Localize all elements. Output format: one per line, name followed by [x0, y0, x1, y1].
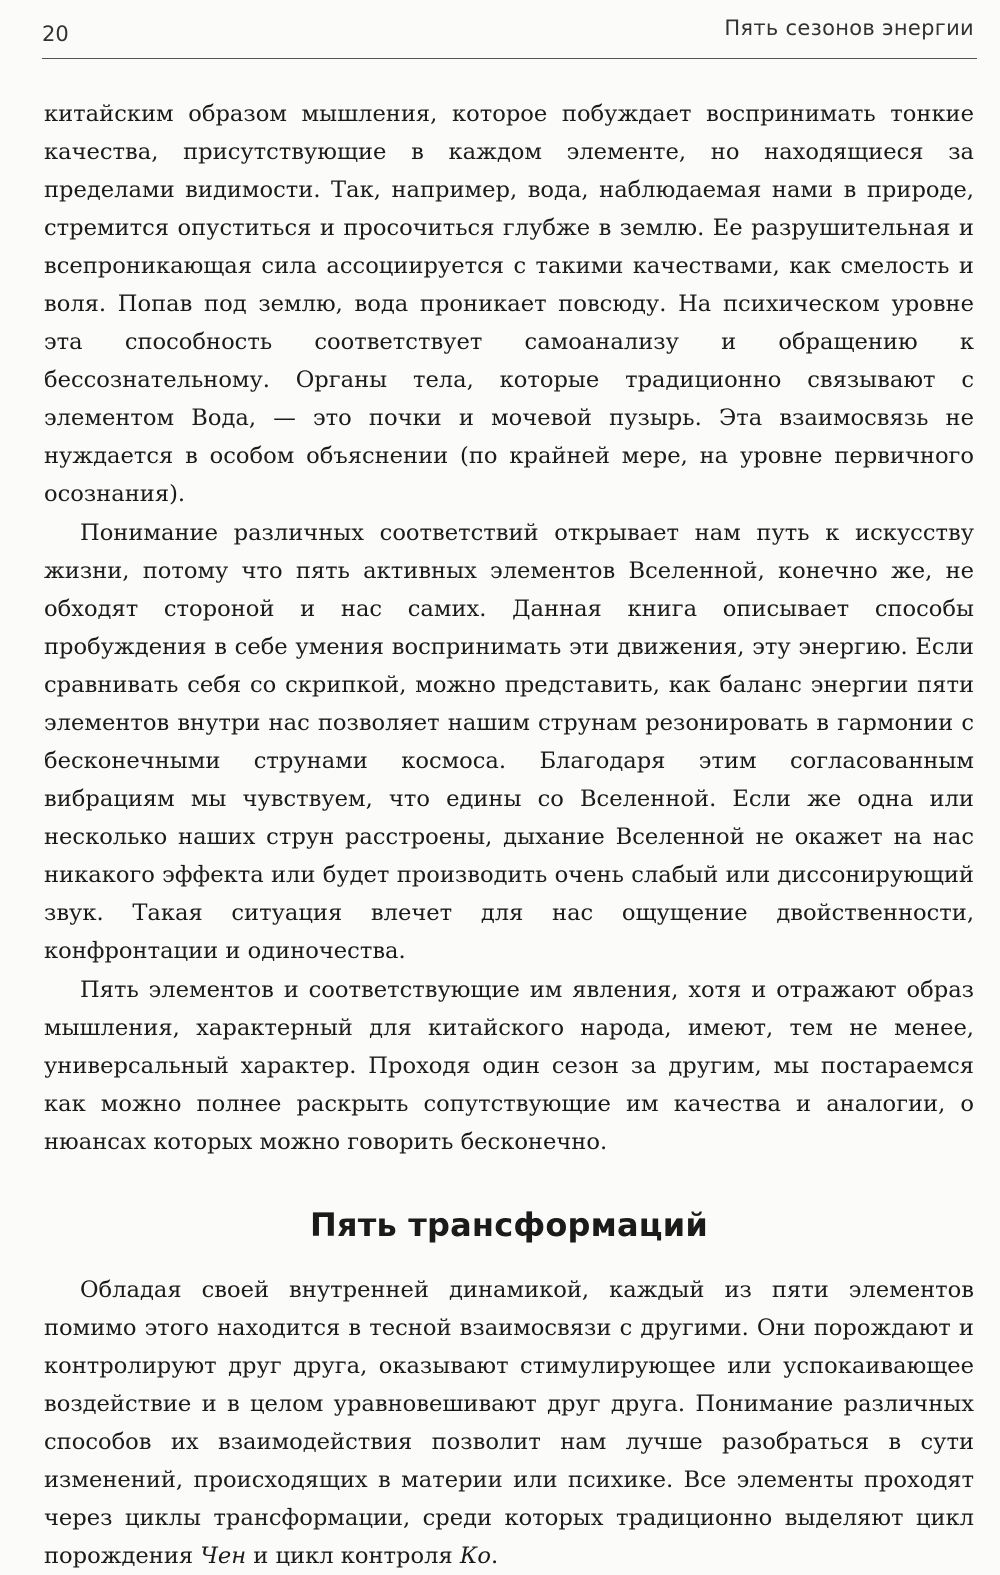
running-header [42, 14, 974, 54]
section-heading: Пять трансформаций [310, 1206, 708, 1244]
page-number: 20 [42, 22, 69, 46]
paragraph-1: китайским образом мышления, которое побуждает воспринимать тонкие качества, присутствующие в каждом элементе, но находящиеся за пределами видимости. Так, например, вода, наблюдаемая нами в природе, стремится опуститься и просочиться глубже в землю. Ее разрушительная и всепроникающая сила ассоциируется с такими качествами, как смелость и воля. Попав под землю, вода проникает повсюду. На психическом уровне эта способность соответствует самоанализу и обращению к бессознательному. Органы тела, которые традиционно связывают с элементом Вода, — это почки и мочевой пузырь. Эта взаимосвязь не нуждается в особом объяснении (по крайней мере, на уровне первичного осознания). [44, 101, 974, 507]
header-rule [42, 58, 977, 59]
paragraph-4-connector: и цикл контроля [246, 1543, 460, 1569]
term-chen: Чен [200, 1543, 247, 1569]
running-title: Пять сезонов энергии [724, 16, 974, 40]
paragraph-2: Понимание различных соответствий открывает нам путь к искусству жизни, потому что пять активных элементов Вселенной, конечно же, не обходят стороной и нас самих. Данная книга описывает способы пробуждения в себе умения воспринимать эти движения, эту энергию. Если сравнивать себя со скрипкой, можно представить, как баланс энергии пяти элементов внутри нас позволяет нашим струнам резонировать в гармонии с бесконечными струнами космоса. Благодаря этим согласованным вибрациям мы чувствуем, что едины со Вселенной. Если же одна или несколько наших струн расстроены, дыхание Вселенной не окажет на нас никакого эффекта или будет производить очень слабый или диссонирующий звук. Такая ситуация влечет для нас ощущение двойственности, конфронтации и одиночества. [44, 520, 974, 964]
paragraph-4-end: . [490, 1543, 499, 1569]
term-ko: Ко [459, 1543, 491, 1569]
body-text [44, 95, 974, 1575]
paragraph-3: Пять элементов и соответствующие им явления, хотя и отражают образ мышления, характерный для китайского народа, имеют, тем не менее, универсальный характер. Проходя один сезон за другим, мы постараемся как можно полнее раскрыть сопутствующие им качества и аналогии, о нюансах которых можно говорить бесконечно. [44, 977, 974, 1155]
paragraph-4-lead: Обладая своей внутренней динамикой, каждый из пяти элементов помимо этого находится в тесной взаимосвязи с другими. Они порождают и контролируют друг друга, оказывают стимулирующее или успокаивающее воздействие и в целом уравновешивают друг друга. Понимание различных способов их взаимодействия позволит нам лучше разобраться в сути изменений, происходящих в материи или психике. Все элементы проходят через циклы трансформации, среди которых традиционно выделяют цикл порождения [44, 1277, 974, 1569]
paragraph-4 [44, 1271, 974, 1575]
